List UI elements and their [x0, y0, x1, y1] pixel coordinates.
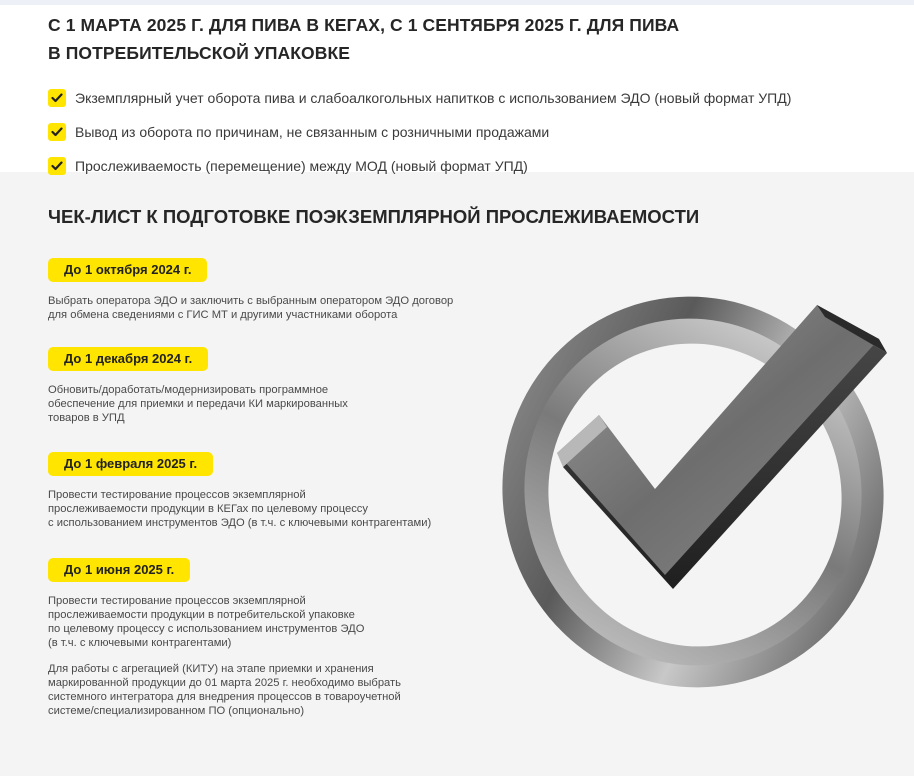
top-section — [0, 5, 914, 172]
check-item-text: Прослеживаемость (перемещение) между МОД (новый формат УПД) — [75, 158, 528, 174]
check-item-text: Экземплярный учет оборота пива и слабоалкогольных напитков с использованием ЭДО (новый формат УПД) — [75, 90, 792, 106]
checklist-title: ЧЕК-ЛИСТ К ПОДГОТОВКЕ ПОЭКЗЕМПЛЯРНОЙ ПРОСЛЕЖИВАЕМОСТИ — [48, 206, 700, 227]
step-line: прослеживаемости продукции в потребительской упаковке — [48, 609, 355, 621]
step-line: прослеживаемости продукции в КЕГах по целевому процессу — [48, 503, 368, 515]
check-list — [48, 81, 914, 183]
check-item — [48, 115, 914, 149]
deadline-badge: До 1 июня 2025 г. — [48, 558, 190, 582]
checklist-step — [48, 258, 518, 322]
checklist-section — [0, 172, 914, 776]
checklist-step — [48, 347, 518, 425]
checkmark-icon — [48, 123, 66, 141]
step-line: (в т.ч. с ключевыми контрагентами) — [48, 637, 232, 649]
step-line: товаров в УПД — [48, 412, 125, 424]
note-line: системе/специализированном ПО (опционально) — [48, 705, 305, 717]
check-item — [48, 81, 914, 115]
step-line: Обновить/доработать/модернизировать программное — [48, 384, 329, 396]
chrome-checkmark-icon — [495, 277, 914, 697]
step-line: Провести тестирование процессов экземплярной — [48, 595, 306, 607]
integrator-note — [48, 662, 518, 718]
checklist-step — [48, 558, 518, 718]
top-title-line1: С 1 МАРТА 2025 Г. ДЛЯ ПИВА В КЕГАХ, С 1 СЕНТЯБРЯ 2025 Г. ДЛЯ ПИВА — [48, 15, 680, 35]
note-line: системного интегратора для внедрения процессов в товароучетной — [48, 691, 401, 703]
step-line: обеспечение для приемки и передачи КИ маркированных — [48, 398, 348, 410]
step-line: Выбрать оператора ЭДО и заключить с выбранным оператором ЭДО договор — [48, 295, 454, 307]
step-description — [48, 294, 518, 322]
step-description — [48, 594, 518, 650]
step-line: Провести тестирование процессов экземплярной — [48, 489, 306, 501]
deadline-badge: До 1 февраля 2025 г. — [48, 452, 213, 476]
check-item-text: Вывод из оборота по причинам, не связанным с розничными продажами — [75, 124, 550, 140]
deadline-badge: До 1 декабря 2024 г. — [48, 347, 208, 371]
top-title — [48, 11, 914, 67]
checklist-step — [48, 452, 518, 530]
step-line: по целевому процессу с использованием инструментов ЭДО — [48, 623, 365, 635]
step-description — [48, 488, 518, 530]
note-line: Для работы с агрегацией (КИТУ) на этапе приемки и хранения — [48, 663, 374, 675]
deadline-badge: До 1 октября 2024 г. — [48, 258, 207, 282]
step-description — [48, 383, 518, 425]
step-line: с использованием инструментов ЭДО (в т.ч. с ключевыми контрагентами) — [48, 517, 432, 529]
step-line: для обмена сведениями с ГИС МТ и другими участниками оборота — [48, 309, 398, 321]
top-title-line2: В ПОТРЕБИТЕЛЬСКОЙ УПАКОВКЕ — [48, 43, 351, 63]
checkmark-icon — [48, 89, 66, 107]
note-line: маркированной продукции до 01 марта 2025 г. необходимо выбрать — [48, 677, 401, 689]
